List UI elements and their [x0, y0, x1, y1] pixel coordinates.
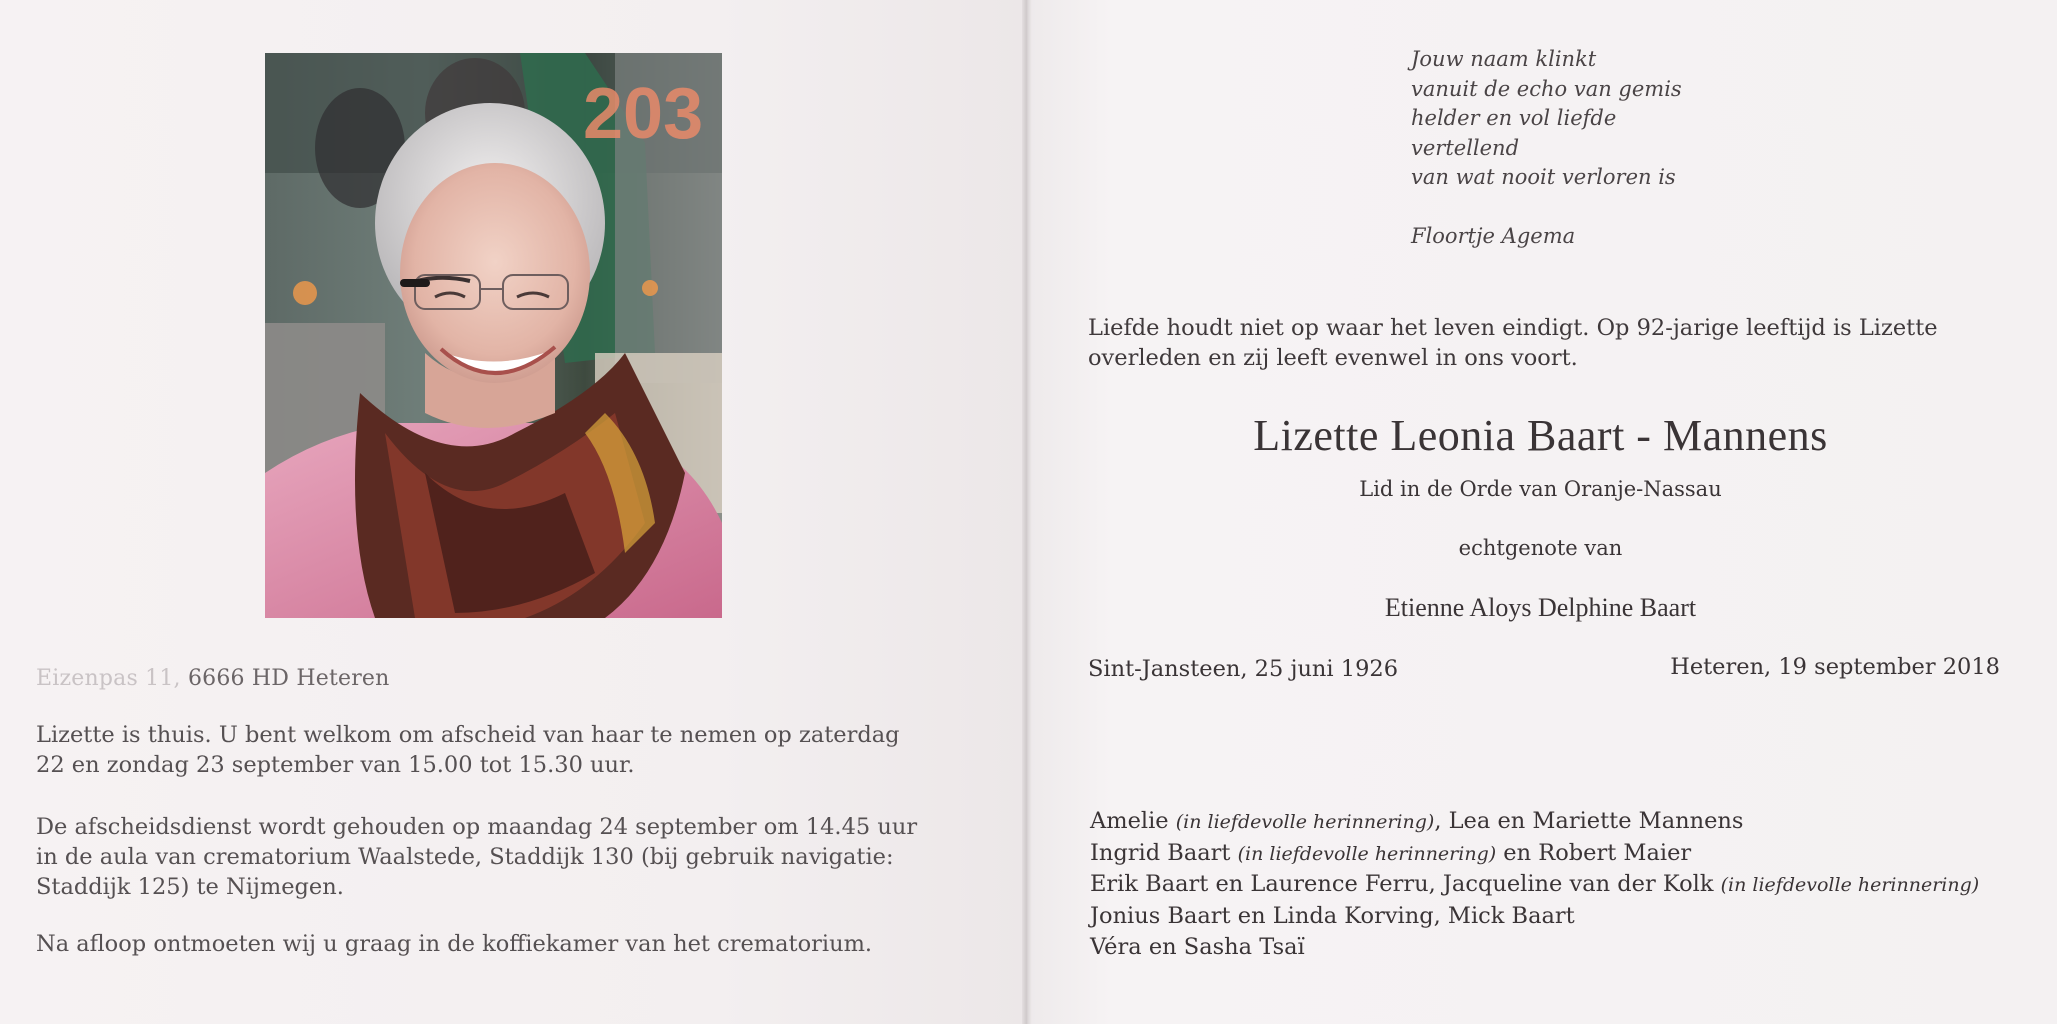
family-names: Véra en Sasha Tsaï — [1090, 934, 1305, 960]
family-row — [1090, 869, 1979, 901]
family-row — [1090, 838, 1979, 870]
intro-line: Liefde houdt niet op waar het leven eindigt. Op 92-jarige leeftijd is Lizette — [1088, 315, 1938, 341]
family-row — [1090, 901, 1979, 933]
poem-line: Jouw naam klinkt — [1411, 47, 1597, 71]
address-street: Eizenpas 11, — [36, 666, 181, 691]
poem — [1411, 45, 1682, 193]
honour-line: Lid in de Orde van Oranje-Nassau — [1359, 477, 1722, 501]
service-paragraph — [36, 812, 936, 902]
svg-text:203: 203 — [583, 74, 704, 154]
memorial-note: (in liefdevolle herinnering) — [1175, 811, 1435, 833]
service-line: De afscheidsdienst wordt gehouden op maandag 24 september om 14.45 uur — [36, 814, 918, 840]
intro-paragraph — [1088, 313, 1938, 373]
portrait-photo — [265, 53, 722, 618]
spouse-intro: echtgenote van — [1458, 536, 1623, 560]
visitation-line: 22 en zondag 23 september van 15.00 tot 15.30 uur. — [36, 752, 635, 778]
card-fold — [1022, 0, 1032, 1024]
memorial-note: (in liefdevolle herinnering) — [1720, 874, 1980, 896]
death-place-date: Heteren, 19 september 2018 — [1670, 654, 2000, 680]
intro-line: overleden en zij leeft evenwel in ons voort. — [1088, 345, 1578, 371]
reception-line: Na afloop ontmoeten wij u graag in de koffiekamer van het crematorium. — [36, 931, 873, 957]
family-names: Ingrid Baart — [1090, 839, 1238, 866]
birth-place-date: Sint-Jansteen, 25 juni 1926 — [1088, 656, 1399, 682]
family-row — [1090, 806, 1979, 838]
deceased-name: Lizette Leonia Baart - Mannens — [1253, 411, 1828, 460]
poem-author: Floortje Agema — [1411, 224, 1576, 248]
service-line: in de aula van crematorium Waalstede, Staddijk 130 (bij gebruik navigatie: — [36, 844, 894, 870]
spouse-name: Etienne Aloys Delphine Baart — [1384, 593, 1697, 622]
poem-line: helder en vol liefde — [1411, 106, 1617, 131]
memorial-note: (in liefdevolle herinnering) — [1237, 842, 1497, 865]
reception-paragraph — [36, 929, 936, 959]
family-row — [1090, 932, 1979, 964]
home-address — [36, 666, 390, 691]
visitation-line: Lizette is thuis. U bent welkom om afscheid van haar te nemen op zaterdag — [36, 722, 900, 748]
family-list — [1090, 806, 1979, 964]
service-line: Staddijk 125) te Nijmegen. — [36, 874, 344, 900]
poem-line: vertellend — [1411, 135, 1520, 160]
family-names: Amelie — [1090, 808, 1176, 834]
poem-line: vanuit de echo van gemis — [1411, 76, 1682, 101]
visitation-paragraph — [36, 720, 936, 780]
poem-line: van wat nooit verloren is — [1411, 165, 1676, 190]
family-names: Erik Baart en Laurence Ferru, Jacqueline van der Kolk — [1090, 871, 1721, 897]
family-names: , Lea en Mariette Mannens — [1434, 808, 1744, 834]
family-names: en Robert Maier — [1496, 839, 1692, 866]
family-names: Jonius Baart en Linda Korving, Mick Baart — [1090, 902, 1575, 929]
address-city: 6666 HD Heteren — [180, 666, 390, 691]
